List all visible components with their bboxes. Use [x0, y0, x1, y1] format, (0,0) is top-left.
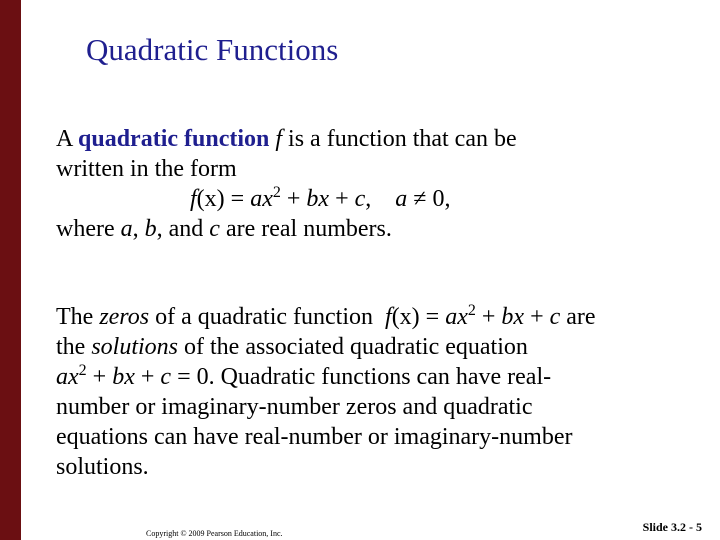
- symbol-x: x: [457, 304, 468, 330]
- text: ,: [132, 216, 145, 242]
- text: the: [56, 334, 92, 360]
- symbol-c: c: [549, 304, 561, 330]
- formula-plus: +: [329, 186, 355, 212]
- definition-rest: is a function that can be: [282, 126, 517, 152]
- symbol-c: c: [209, 216, 220, 242]
- definition-intro: A: [56, 126, 79, 152]
- symbol-x: x: [513, 304, 525, 330]
- formula-plus: +: [280, 186, 307, 212]
- text: +: [86, 364, 113, 390]
- zeros-line-4: number or imaginary-number zeros and quadratic: [56, 394, 533, 420]
- symbol-f: f: [385, 304, 392, 330]
- symbol-a: a: [445, 304, 458, 330]
- zeros-line-5: equations can have real-number or imaginary-number: [56, 424, 573, 450]
- text: The: [56, 304, 100, 330]
- condition-a: a: [395, 186, 408, 212]
- zeros-paragraph: [56, 302, 596, 482]
- symbol-x: x: [124, 364, 135, 390]
- text: +: [134, 364, 161, 390]
- zeros-line-6: solutions.: [56, 454, 149, 480]
- zeros-line-1: [56, 302, 596, 332]
- symbol-x: x: [68, 364, 79, 390]
- text: of a quadratic function: [149, 304, 386, 330]
- symbol-c: c: [160, 364, 172, 390]
- zeros-line-3: [56, 362, 596, 392]
- symbol-b: b: [501, 304, 514, 330]
- term-solutions: solutions: [91, 334, 179, 360]
- symbol-b: b: [144, 216, 157, 242]
- exponent: 2: [78, 362, 87, 379]
- formula-f: f: [190, 186, 197, 212]
- zeros-line-2: [56, 332, 596, 362]
- text: are real numbers.: [219, 216, 392, 242]
- text: of the associated quadratic equation: [178, 334, 528, 360]
- condition-not-zero: ≠ 0,: [407, 186, 451, 212]
- symbol-f: f: [275, 126, 283, 152]
- formula-exponent: 2: [272, 184, 281, 201]
- formula-b: b: [306, 186, 319, 212]
- text: are: [560, 304, 596, 330]
- term-quadratic-function: quadratic function: [78, 126, 270, 152]
- symbol-b: b: [112, 364, 125, 390]
- symbol-a: a: [120, 216, 133, 242]
- left-accent-bar: [0, 0, 21, 540]
- text: +: [475, 304, 502, 330]
- text: (x) =: [391, 304, 446, 330]
- copyright-notice: Copyright © 2009 Pearson Education, Inc.: [146, 529, 283, 538]
- formula-x-arg: (x) =: [196, 186, 251, 212]
- slide-number: Slide 3.2 - 5: [642, 520, 702, 534]
- text: +: [524, 304, 550, 330]
- formula-a: a: [250, 186, 263, 212]
- formula-x: x: [318, 186, 330, 212]
- quadratic-formula: [56, 184, 517, 214]
- definition-line-1: [56, 124, 517, 154]
- symbol-a: a: [56, 364, 68, 390]
- formula-c: c: [354, 186, 366, 212]
- formula-x: x: [262, 186, 273, 212]
- text: where: [56, 216, 121, 242]
- term-zeros: zeros: [99, 304, 150, 330]
- definition-line-2: written in the form: [56, 156, 237, 182]
- exponent: 2: [467, 302, 476, 319]
- formula-separator: ,: [365, 186, 396, 212]
- definition-line-4: [56, 214, 517, 244]
- text: , and: [156, 216, 210, 242]
- definition-paragraph: [56, 124, 517, 244]
- text: = 0. Quadratic functions can have real-: [171, 364, 552, 390]
- slide-title: Quadratic Functions: [86, 32, 339, 67]
